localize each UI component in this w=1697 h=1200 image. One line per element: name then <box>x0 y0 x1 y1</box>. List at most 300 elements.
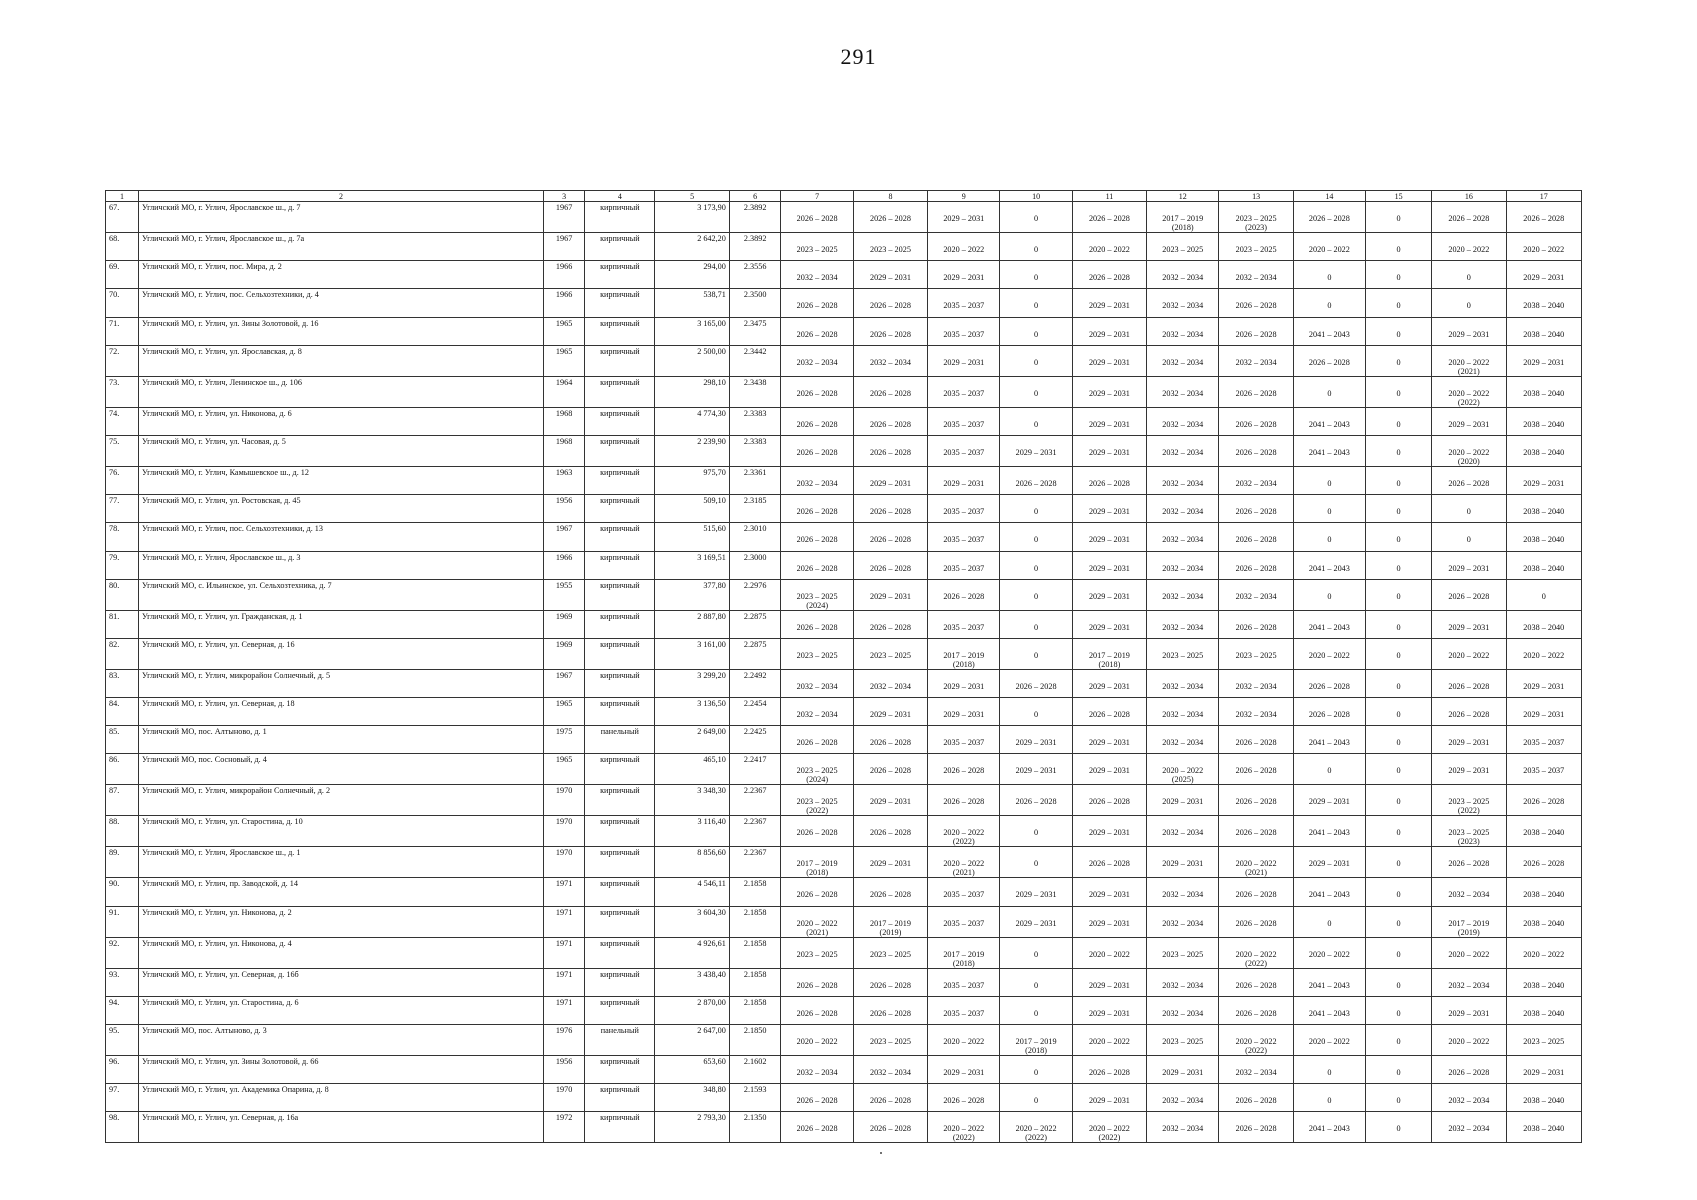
table-cell: 2026 – 2028 <box>928 785 1000 816</box>
table-cell: 2026 – 2028 <box>853 495 927 523</box>
table-cell: 2029 – 2031 <box>1072 968 1146 996</box>
table-cell: 2 642,20 <box>655 233 729 261</box>
table-cell: 0 <box>1366 996 1432 1024</box>
table-cell: 4 546,11 <box>655 878 729 906</box>
table-row <box>106 289 1582 317</box>
column-header-12: 12 <box>1147 191 1219 202</box>
table-cell: 1966 <box>543 551 584 579</box>
table-cell: 2032 – 2034 <box>1147 345 1219 376</box>
table-cell: 2020 – 2022 (2022) <box>928 816 1000 847</box>
table-cell: 2029 – 2031 <box>928 202 1000 233</box>
table-cell: кирпичный <box>585 579 655 610</box>
table-cell: 653,60 <box>655 1056 729 1084</box>
table-cell: 2020 – 2022 (2021) <box>1432 345 1506 376</box>
table-row <box>106 878 1582 906</box>
housing-repair-schedule-table <box>105 190 1582 1143</box>
table-cell: 2032 – 2034 <box>1147 466 1219 494</box>
address-cell: Угличский МО, г. Углич, ул. Академика Опарина, д. 8 <box>139 1084 544 1112</box>
table-cell: 2023 – 2025 <box>1219 233 1293 261</box>
table-row <box>106 202 1582 233</box>
address-cell: Угличский МО, г. Углич, пос. Сельхозтехники, д. 4 <box>139 289 544 317</box>
table-cell: 2032 – 2034 <box>1219 1056 1293 1084</box>
table-cell: 2029 – 2031 <box>1293 847 1365 878</box>
table-cell: 3 604,30 <box>655 906 729 937</box>
table-cell: 0 <box>1000 523 1072 551</box>
table-cell: 2 887,80 <box>655 610 729 638</box>
table-cell: 2029 – 2031 <box>853 261 927 289</box>
address-cell: Угличский МО, пос. Алтыново, д. 1 <box>139 726 544 754</box>
table-cell: 2041 – 2043 <box>1293 1112 1365 1143</box>
table-cell: 1956 <box>543 495 584 523</box>
table-cell: 2023 – 2025 <box>1506 1025 1582 1056</box>
table-row <box>106 816 1582 847</box>
address-cell: Угличский МО, г. Углич, Ярославское ш., д. 7 <box>139 202 544 233</box>
table-cell: 0 <box>1366 878 1432 906</box>
address-cell: Угличский МО, пос. Алтыново, д. 3 <box>139 1025 544 1056</box>
row-number-cell: 92. <box>106 937 139 968</box>
table-cell: 2032 – 2034 <box>1147 669 1219 697</box>
table-cell: 2020 – 2022 (2022) <box>1072 1112 1146 1143</box>
table-cell: 2041 – 2043 <box>1293 317 1365 345</box>
table-cell: 2023 – 2025 <box>1147 638 1219 669</box>
table-cell: 2.1858 <box>729 968 781 996</box>
row-number-cell: 73. <box>106 376 139 407</box>
table-cell: 0 <box>1432 523 1506 551</box>
table-cell: 0 <box>1000 816 1072 847</box>
table-cell: 2020 – 2022 (2022) <box>1000 1112 1072 1143</box>
table-cell: 2.3010 <box>729 523 781 551</box>
table-cell: 2035 – 2037 <box>928 551 1000 579</box>
address-cell: Угличский МО, г. Углич, ул. Северная, д. 16б <box>139 968 544 996</box>
table-cell: 1966 <box>543 289 584 317</box>
table-cell: 2029 – 2031 <box>1506 345 1582 376</box>
table-cell: 2020 – 2022 <box>1432 1025 1506 1056</box>
table-row <box>106 1084 1582 1112</box>
table-cell: 0 <box>1432 289 1506 317</box>
table-cell: 0 <box>1293 906 1365 937</box>
table-cell: 2029 – 2031 <box>1072 1084 1146 1112</box>
table-cell: 2029 – 2031 <box>1072 551 1146 579</box>
table-cell: 1965 <box>543 698 584 726</box>
table-cell: 2029 – 2031 <box>928 345 1000 376</box>
table-cell: 2038 – 2040 <box>1506 1084 1582 1112</box>
table-cell: 2026 – 2028 <box>781 816 853 847</box>
row-number-cell: 76. <box>106 466 139 494</box>
table-cell: 2029 – 2031 <box>928 1056 1000 1084</box>
table-cell: 2020 – 2022 <box>781 1025 853 1056</box>
address-cell: Угличский МО, г. Углич, ул. Никонова, д. 2 <box>139 906 544 937</box>
table-cell: 2032 – 2034 <box>853 669 927 697</box>
table-cell: 2032 – 2034 <box>1147 968 1219 996</box>
table-cell: 0 <box>1000 1056 1072 1084</box>
row-number-cell: 93. <box>106 968 139 996</box>
table-cell: 2041 – 2043 <box>1293 435 1365 466</box>
table-cell: 2020 – 2022 <box>1293 937 1365 968</box>
table-cell: 2.2875 <box>729 610 781 638</box>
table-cell: 2026 – 2028 <box>781 996 853 1024</box>
table-cell: 2032 – 2034 <box>781 466 853 494</box>
table-cell: 2035 – 2037 <box>928 376 1000 407</box>
table-cell: кирпичный <box>585 407 655 435</box>
table-cell: 0 <box>1366 579 1432 610</box>
table-cell: 1956 <box>543 1056 584 1084</box>
table-cell: 2029 – 2031 <box>928 466 1000 494</box>
table-cell: 2020 – 2022 <box>1432 937 1506 968</box>
row-number-cell: 82. <box>106 638 139 669</box>
table-cell: 3 173,90 <box>655 202 729 233</box>
table-cell: 2026 – 2028 <box>781 523 853 551</box>
table-cell: 465,10 <box>655 754 729 785</box>
table-cell: 2026 – 2028 <box>1293 669 1365 697</box>
row-number-cell: 77. <box>106 495 139 523</box>
table-cell: 2020 – 2022 <box>928 1025 1000 1056</box>
table-cell: 2029 – 2031 <box>1432 726 1506 754</box>
page-number: 291 <box>840 44 877 69</box>
table-cell: 3 161,00 <box>655 638 729 669</box>
table-cell: 2032 – 2034 <box>1147 1112 1219 1143</box>
column-header-11: 11 <box>1072 191 1146 202</box>
table-cell: 2026 – 2028 <box>1219 317 1293 345</box>
table-cell: 2029 – 2031 <box>1072 435 1146 466</box>
table-cell: 0 <box>1293 1084 1365 1112</box>
table-cell: 2026 – 2028 <box>1219 289 1293 317</box>
table-cell: 0 <box>1366 1056 1432 1084</box>
table-cell: 2.1602 <box>729 1056 781 1084</box>
row-number-cell: 95. <box>106 1025 139 1056</box>
table-cell: 2020 – 2022 <box>1506 937 1582 968</box>
table-cell: 2032 – 2034 <box>781 1056 853 1084</box>
table-cell: 1966 <box>543 261 584 289</box>
table-cell: 0 <box>1000 968 1072 996</box>
table-cell: 2035 – 2037 <box>928 407 1000 435</box>
table-cell: 2035 – 2037 <box>928 289 1000 317</box>
table-cell: 2.2425 <box>729 726 781 754</box>
row-number-cell: 90. <box>106 878 139 906</box>
table-row <box>106 968 1582 996</box>
table-cell: 0 <box>1000 345 1072 376</box>
table-cell: 2.2367 <box>729 785 781 816</box>
table-cell: кирпичный <box>585 698 655 726</box>
table-cell: 2029 – 2031 <box>1000 754 1072 785</box>
table-cell: 0 <box>1366 435 1432 466</box>
table-cell: 2026 – 2028 <box>853 1084 927 1112</box>
column-header-7: 7 <box>781 191 853 202</box>
address-cell: Угличский МО, г. Углич, ул. Северная, д. 18 <box>139 698 544 726</box>
table-cell: 2020 – 2022 (2022) <box>1432 376 1506 407</box>
table-cell: 0 <box>1000 289 1072 317</box>
table-cell: 2026 – 2028 <box>853 726 927 754</box>
table-cell: 2041 – 2043 <box>1293 610 1365 638</box>
table-cell: 2026 – 2028 <box>1293 698 1365 726</box>
table-cell: 2026 – 2028 <box>1219 435 1293 466</box>
table-row <box>106 1112 1582 1143</box>
address-cell: Угличский МО, г. Углич, пос. Мира, д. 2 <box>139 261 544 289</box>
table-cell: 2032 – 2034 <box>1219 345 1293 376</box>
table-cell: 2026 – 2028 <box>1432 847 1506 878</box>
table-row <box>106 435 1582 466</box>
table-cell: кирпичный <box>585 610 655 638</box>
table-cell: 2041 – 2043 <box>1293 816 1365 847</box>
table-cell: 0 <box>1293 754 1365 785</box>
address-cell: Угличский МО, г. Углич, пос. Сельхозтехники, д. 13 <box>139 523 544 551</box>
column-header-17: 17 <box>1506 191 1582 202</box>
table-cell: 2035 – 2037 <box>928 610 1000 638</box>
table-cell: 1971 <box>543 968 584 996</box>
address-cell: Угличский МО, с. Ильинское, ул. Сельхозтехника, д. 7 <box>139 579 544 610</box>
table-cell: 2.1350 <box>729 1112 781 1143</box>
table-cell: 2035 – 2037 <box>928 878 1000 906</box>
table-cell: 2038 – 2040 <box>1506 495 1582 523</box>
table-cell: 2029 – 2031 <box>928 698 1000 726</box>
table-row <box>106 726 1582 754</box>
table-cell: 1972 <box>543 1112 584 1143</box>
table-cell: кирпичный <box>585 317 655 345</box>
table-cell: 2032 – 2034 <box>1147 407 1219 435</box>
table-cell: 2026 – 2028 <box>1506 847 1582 878</box>
table-cell: 515,60 <box>655 523 729 551</box>
address-cell: Угличский МО, г. Углич, Камышевское ш., д. 12 <box>139 466 544 494</box>
table-cell: 2038 – 2040 <box>1506 289 1582 317</box>
table-cell: 0 <box>1366 345 1432 376</box>
table-cell: 2020 – 2022 (2020) <box>1432 435 1506 466</box>
table-cell: 2035 – 2037 <box>928 726 1000 754</box>
table-cell: 2032 – 2034 <box>1147 996 1219 1024</box>
table-cell: 2026 – 2028 <box>781 610 853 638</box>
column-header-6: 6 <box>729 191 781 202</box>
row-number-cell: 83. <box>106 669 139 697</box>
table-cell: 2017 – 2019 (2018) <box>781 847 853 878</box>
table-cell: 2.3892 <box>729 233 781 261</box>
row-number-cell: 72. <box>106 345 139 376</box>
table-cell: 2029 – 2031 <box>1072 754 1146 785</box>
table-cell: 2029 – 2031 <box>1000 435 1072 466</box>
table-cell: 2023 – 2025 <box>853 937 927 968</box>
table-cell: 1965 <box>543 754 584 785</box>
table-cell: 2032 – 2034 <box>781 261 853 289</box>
table-cell: кирпичный <box>585 289 655 317</box>
table-cell: 2032 – 2034 <box>1147 495 1219 523</box>
table-cell: 2029 – 2031 <box>1072 407 1146 435</box>
table-cell: 1965 <box>543 345 584 376</box>
column-header-1: 1 <box>106 191 139 202</box>
table-cell: 2020 – 2022 <box>1432 233 1506 261</box>
table-cell: 0 <box>1000 698 1072 726</box>
table-cell: 2026 – 2028 <box>853 1112 927 1143</box>
table-cell: 0 <box>1366 968 1432 996</box>
table-cell: кирпичный <box>585 996 655 1024</box>
table-cell: 2026 – 2028 <box>1219 785 1293 816</box>
table-cell: 2 647,00 <box>655 1025 729 1056</box>
table-cell: 2.2417 <box>729 754 781 785</box>
table-cell: 2032 – 2034 <box>1219 466 1293 494</box>
table-cell: 2026 – 2028 <box>1219 996 1293 1024</box>
table-cell: 2020 – 2022 <box>1293 638 1365 669</box>
table-cell: 2041 – 2043 <box>1293 726 1365 754</box>
table-cell: 2 649,00 <box>655 726 729 754</box>
table-cell: 0 <box>1366 698 1432 726</box>
table-cell: 2.1858 <box>729 996 781 1024</box>
table-cell: 2020 – 2022 <box>1072 937 1146 968</box>
table-cell: 2023 – 2025 (2024) <box>781 754 853 785</box>
table-cell: 1969 <box>543 610 584 638</box>
table-cell: 2026 – 2028 <box>1219 1112 1293 1143</box>
table-cell: 2026 – 2028 <box>1219 523 1293 551</box>
table-cell: 2026 – 2028 <box>853 376 927 407</box>
table-cell: 2020 – 2022 (2021) <box>928 847 1000 878</box>
address-cell: Угличский МО, г. Углич, ул. Никонова, д. 4 <box>139 937 544 968</box>
address-cell: Угличский МО, г. Углич, ул. Часовая, д. 5 <box>139 435 544 466</box>
table-cell: 2032 – 2034 <box>1147 816 1219 847</box>
column-header-13: 13 <box>1219 191 1293 202</box>
table-cell: 3 348,30 <box>655 785 729 816</box>
address-cell: Угличский МО, г. Углич, ул. Ярославская, д. 8 <box>139 345 544 376</box>
table-cell: 2026 – 2028 <box>928 579 1000 610</box>
row-number-cell: 70. <box>106 289 139 317</box>
table-cell: 1970 <box>543 1084 584 1112</box>
table-cell: 2020 – 2022 <box>1432 638 1506 669</box>
table-cell: 2032 – 2034 <box>1432 1112 1506 1143</box>
table-cell: 2026 – 2028 <box>853 968 927 996</box>
table-cell: 1970 <box>543 785 584 816</box>
table-row <box>106 698 1582 726</box>
table-cell: 2.1858 <box>729 878 781 906</box>
table-cell: 2026 – 2028 <box>1506 202 1582 233</box>
table-cell: 0 <box>1000 579 1072 610</box>
table-row <box>106 495 1582 523</box>
table-cell: 2023 – 2025 (2024) <box>781 579 853 610</box>
table-cell: 2029 – 2031 <box>1432 407 1506 435</box>
table-cell: 2026 – 2028 <box>1219 495 1293 523</box>
table-cell: 0 <box>1000 317 1072 345</box>
table-cell: 4 926,61 <box>655 937 729 968</box>
table-cell: 2026 – 2028 <box>1506 785 1582 816</box>
table-cell: 0 <box>1000 610 1072 638</box>
table-cell: 0 <box>1432 261 1506 289</box>
column-header-9: 9 <box>928 191 1000 202</box>
table-row <box>106 551 1582 579</box>
table-cell: 0 <box>1366 1025 1432 1056</box>
table-cell: 2026 – 2028 <box>781 968 853 996</box>
table-cell: 2020 – 2022 (2021) <box>1219 847 1293 878</box>
table-cell: 1967 <box>543 669 584 697</box>
table-cell: 4 774,30 <box>655 407 729 435</box>
table-cell: 2029 – 2031 <box>928 669 1000 697</box>
table-cell: 2029 – 2031 <box>853 847 927 878</box>
table-cell: кирпичный <box>585 878 655 906</box>
table-cell: 0 <box>1000 996 1072 1024</box>
table-cell: 2017 – 2019 (2018) <box>928 638 1000 669</box>
housing-table-container <box>105 190 1582 1143</box>
table-cell: 2.1850 <box>729 1025 781 1056</box>
table-cell: 2026 – 2028 <box>781 551 853 579</box>
table-cell: 0 <box>1366 233 1432 261</box>
table-cell: 2026 – 2028 <box>853 816 927 847</box>
table-row <box>106 376 1582 407</box>
table-cell: 0 <box>1366 289 1432 317</box>
table-cell: 2026 – 2028 <box>1072 261 1146 289</box>
table-cell: 2023 – 2025 (2022) <box>1432 785 1506 816</box>
address-cell: Угличский МО, г. Углич, Ленинское ш., д. 106 <box>139 376 544 407</box>
table-cell: 2.2367 <box>729 816 781 847</box>
address-cell: Угличский МО, г. Углич, пр. Заводской, д. 14 <box>139 878 544 906</box>
table-cell: 0 <box>1000 261 1072 289</box>
table-cell: 2023 – 2025 <box>781 233 853 261</box>
table-cell: 2026 – 2028 <box>1072 202 1146 233</box>
table-cell: 0 <box>1000 937 1072 968</box>
table-cell: кирпичный <box>585 261 655 289</box>
table-cell: 2029 – 2031 <box>1293 785 1365 816</box>
row-number-cell: 81. <box>106 610 139 638</box>
table-cell: 2026 – 2028 <box>1432 466 1506 494</box>
table-cell: 2026 – 2028 <box>928 1084 1000 1112</box>
table-cell: 0 <box>1366 906 1432 937</box>
table-cell: 2026 – 2028 <box>1219 1084 1293 1112</box>
table-cell: 2032 – 2034 <box>1147 523 1219 551</box>
address-cell: Угличский МО, г. Углич, ул. Ростовская, д. 45 <box>139 495 544 523</box>
table-cell: 2029 – 2031 <box>1432 754 1506 785</box>
table-cell: 2029 – 2031 <box>1506 261 1582 289</box>
table-cell: 2038 – 2040 <box>1506 317 1582 345</box>
address-cell: Угличский МО, г. Углич, Ярославское ш., д. 3 <box>139 551 544 579</box>
table-cell: 2035 – 2037 <box>928 435 1000 466</box>
address-cell: Угличский МО, г. Углич, ул. Зины Золотовой, д. 16 <box>139 317 544 345</box>
table-cell: 2026 – 2028 <box>928 754 1000 785</box>
table-cell: 2032 – 2034 <box>1432 968 1506 996</box>
table-cell: 2023 – 2025 (2023) <box>1219 202 1293 233</box>
table-cell: 2026 – 2028 <box>853 202 927 233</box>
table-cell: 2029 – 2031 <box>853 698 927 726</box>
table-cell: 0 <box>1366 551 1432 579</box>
table-cell: 2026 – 2028 <box>1432 1056 1506 1084</box>
table-cell: 2029 – 2031 <box>1147 847 1219 878</box>
table-cell: 0 <box>1000 551 1072 579</box>
table-cell: 2026 – 2028 <box>1293 345 1365 376</box>
table-cell: 2029 – 2031 <box>1506 466 1582 494</box>
table-cell: 2026 – 2028 <box>1219 906 1293 937</box>
row-number-cell: 74. <box>106 407 139 435</box>
table-cell: 2023 – 2025 (2023) <box>1432 816 1506 847</box>
table-cell: 2026 – 2028 <box>853 407 927 435</box>
table-cell: 2020 – 2022 <box>1506 638 1582 669</box>
table-cell: 509,10 <box>655 495 729 523</box>
table-cell: 1976 <box>543 1025 584 1056</box>
table-cell: 2035 – 2037 <box>928 523 1000 551</box>
address-cell: Угличский МО, г. Углич, ул. Никонова, д. 6 <box>139 407 544 435</box>
row-number-cell: 88. <box>106 816 139 847</box>
table-cell: 0 <box>1366 726 1432 754</box>
table-cell: 2.1858 <box>729 937 781 968</box>
table-cell: 2038 – 2040 <box>1506 996 1582 1024</box>
table-cell: 2026 – 2028 <box>781 376 853 407</box>
table-cell: 2023 – 2025 (2022) <box>781 785 853 816</box>
table-cell: 2041 – 2043 <box>1293 878 1365 906</box>
table-cell: 2 500,00 <box>655 345 729 376</box>
table-cell: 2026 – 2028 <box>781 435 853 466</box>
table-cell: 0 <box>1432 495 1506 523</box>
table-cell: 2038 – 2040 <box>1506 376 1582 407</box>
address-cell: Угличский МО, г. Углич, ул. Старостина, д. 10 <box>139 816 544 847</box>
row-number-cell: 96. <box>106 1056 139 1084</box>
table-cell: 2020 – 2022 <box>1293 1025 1365 1056</box>
table-cell: 2032 – 2034 <box>1147 317 1219 345</box>
table-cell: 1969 <box>543 638 584 669</box>
table-cell: 2026 – 2028 <box>781 317 853 345</box>
table-cell: кирпичный <box>585 551 655 579</box>
column-header-3: 3 <box>543 191 584 202</box>
table-cell: 2.3383 <box>729 435 781 466</box>
table-cell: 2.3556 <box>729 261 781 289</box>
table-cell: 0 <box>1366 202 1432 233</box>
